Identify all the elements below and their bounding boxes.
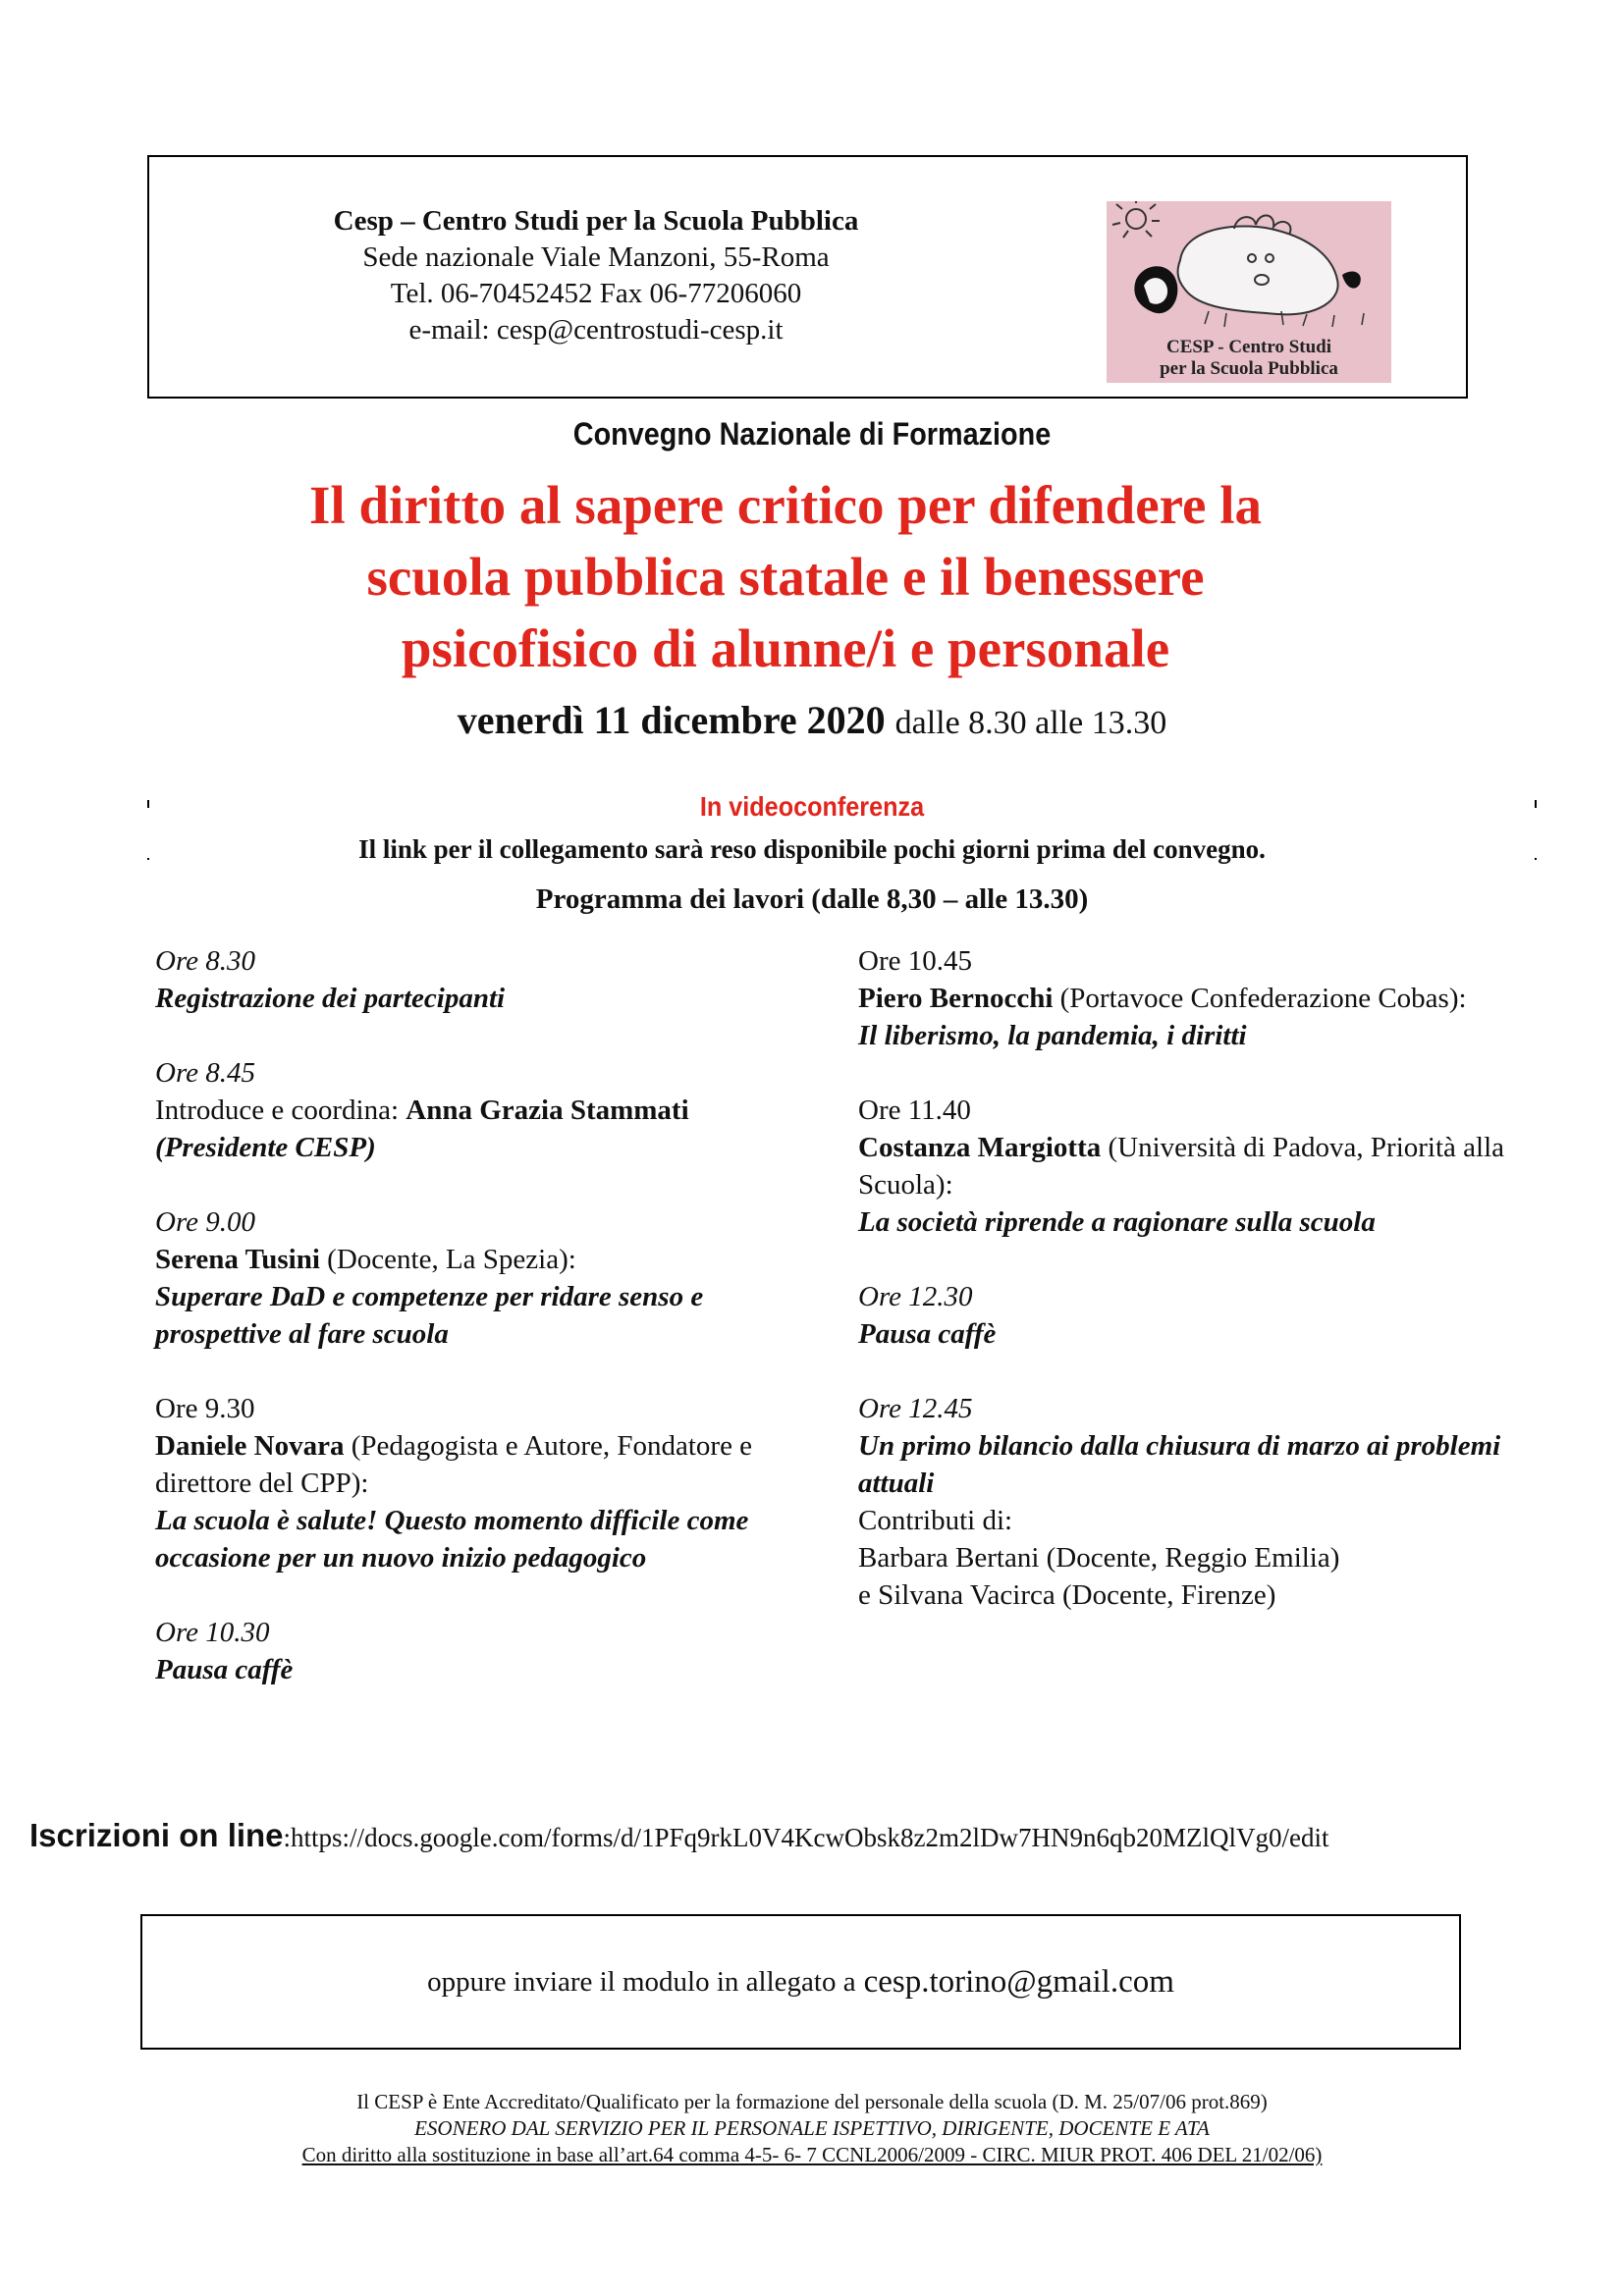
speaker-role: (Presidente CESP) xyxy=(155,1132,376,1163)
event-mode: In videoconferenza xyxy=(699,791,925,822)
program-slot xyxy=(858,1092,1506,1241)
slot-contributor: e Silvana Vacirca (Docente, Firenze) xyxy=(858,1579,1276,1611)
speaker-name: Piero Bernocchi xyxy=(858,983,1054,1014)
speaker-role: (Portavoce Confederazione Cobas): xyxy=(1053,983,1467,1014)
event-subtitle: Convegno Nazionale di Formazione xyxy=(572,416,1052,452)
slot-title: Pausa caffè xyxy=(155,1654,294,1685)
org-address: Sede nazionale Viale Manzoni, 55-Roma xyxy=(362,241,830,273)
footnote-exemption: ESONERO DAL SERVIZIO PER IL PERSONALE ISPETTIVO, DIRIGENTE, DOCENTE E ATA xyxy=(414,2116,1210,2140)
speaker-role: (Università di Padova, Priorità alla Scuola): xyxy=(858,1132,1504,1201)
title-line-1: Il diritto al sapere critico per difendere la xyxy=(309,475,1262,535)
slot-contributor: Barbara Bertani (Docente, Reggio Emilia) xyxy=(858,1542,1340,1574)
slot-title: La scuola è salute! Questo momento difficile come occasione per un nuovo inizio pedagogico xyxy=(155,1505,749,1574)
program-title: Programma dei lavori (dalle 8,30 – alle 13.30) xyxy=(535,883,1089,915)
slot-title: Superare DaD e competenze per ridare senso e prospettive al fare scuola xyxy=(155,1281,704,1350)
program-slot xyxy=(155,1614,833,1688)
event-date-main: venerdì 11 dicembre 2020 xyxy=(457,698,886,742)
title-line-2: scuola pubblica statale e il benessere xyxy=(366,547,1205,607)
program-slot xyxy=(858,942,1506,1054)
slot-title: La società riprende a ragionare sulla scuola xyxy=(858,1206,1376,1238)
registration-line xyxy=(29,1817,1329,1854)
speaker-role: (Docente, La Spezia): xyxy=(319,1244,576,1275)
program-slot xyxy=(155,1203,833,1353)
alt-send-email[interactable]: cesp.torino@gmail.com xyxy=(863,1963,1174,2000)
event-title xyxy=(216,469,1355,684)
program-slot xyxy=(858,1278,1506,1353)
slot-time: Ore 8.30 xyxy=(155,945,256,977)
cesp-logo xyxy=(1107,201,1391,383)
speaker-role: (Pedagogista e Autore, Fondatore e direttore del CPP): xyxy=(155,1430,753,1499)
speaker-name: Anna Grazia Stammati xyxy=(406,1095,689,1126)
org-email: e-mail: cesp@centrostudi-cesp.it xyxy=(408,314,784,346)
speaker-name: Costanza Margiotta xyxy=(858,1132,1102,1163)
slot-time: Ore 12.30 xyxy=(858,1281,973,1312)
footnote-substitution: Con diritto alla sostituzione in base all’art.64 comma 4-5- 6- 7 CCNL2006/2009 - CIRC. MIUR PROT. 406 DEL 21/02/06) xyxy=(301,2143,1323,2166)
slot-speaker xyxy=(155,1241,833,1278)
slot-speaker xyxy=(155,1092,833,1129)
logo-caption-1: CESP - Centro Studi xyxy=(1165,337,1332,357)
slot-time: Ore 9.30 xyxy=(155,1393,255,1424)
slot-title: Il liberismo, la pandemia, i diritti xyxy=(858,1020,1247,1051)
alt-send-text: oppure inviare il modulo in allegato a xyxy=(427,1965,856,1998)
link-note: Il link per il collegamento sarà reso disponibile pochi giorni prima del convegno. xyxy=(358,834,1266,864)
footnote-accreditation: Il CESP è Ente Accreditato/Qualificato per la formazione del personale della scuola (D. M. 25/07/06 prot.869) xyxy=(356,2090,1268,2113)
slot-time: Ore 10.45 xyxy=(858,945,972,977)
program-slot xyxy=(858,1390,1506,1614)
header-box xyxy=(147,155,1468,399)
program-slot xyxy=(155,1054,833,1166)
slot-title: Registrazione dei partecipanti xyxy=(155,983,506,1014)
slot-time: Ore 11.40 xyxy=(858,1095,971,1126)
speaker-name: Daniele Novara xyxy=(155,1430,345,1462)
org-phone: Tel. 06-70452452 Fax 06-77206060 xyxy=(390,278,802,309)
slot-time: Ore 8.45 xyxy=(155,1057,256,1089)
logo-drawing-icon xyxy=(1107,201,1391,339)
slot-contrib-label: Contributi di: xyxy=(858,1505,1013,1536)
slot-time: Ore 10.30 xyxy=(155,1617,270,1648)
event-date-time: dalle 8.30 alle 13.30 xyxy=(894,705,1167,741)
program-slot xyxy=(155,942,833,1017)
event-date xyxy=(0,697,1624,743)
registration-label: Iscrizioni on line xyxy=(29,1817,284,1853)
slot-speaker xyxy=(858,1129,1506,1203)
alt-send-box xyxy=(140,1914,1461,2050)
slot-time: Ore 12.45 xyxy=(858,1393,973,1424)
slot-intro: Introduce e coordina: xyxy=(155,1095,406,1126)
speaker-name: Serena Tusini xyxy=(155,1244,320,1275)
registration-link[interactable]: :https://docs.google.com/forms/d/1PFq9rkL0V4KcwObsk8z2m2lDw7HN9n6qb20MZlQlVg0/edit xyxy=(283,1823,1329,1852)
slot-time: Ore 9.00 xyxy=(155,1206,256,1238)
slot-title: Un primo bilancio dalla chiusura di marzo ai problemi attuali xyxy=(858,1430,1501,1499)
logo-caption-2: per la Scuola Pubblica xyxy=(1160,358,1338,379)
org-name: Cesp – Centro Studi per la Scuola Pubblica xyxy=(333,205,859,237)
program-right-column xyxy=(858,942,1506,1651)
slot-speaker xyxy=(155,1427,833,1502)
program-slot xyxy=(155,1390,833,1576)
slot-speaker xyxy=(858,980,1506,1017)
title-line-3: psicofisico di alunne/i e personale xyxy=(401,618,1170,678)
slot-title: Pausa caffè xyxy=(858,1318,997,1350)
program-left-column xyxy=(155,942,833,1726)
